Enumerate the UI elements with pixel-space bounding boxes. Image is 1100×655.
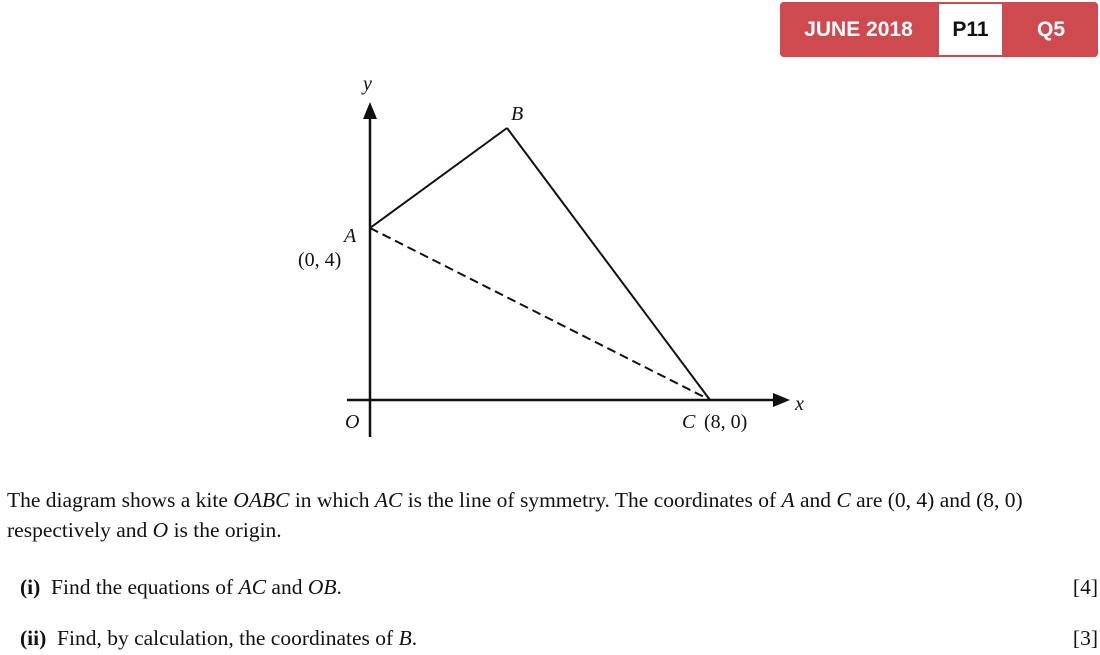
symmetry-line-ac — [370, 228, 710, 400]
stem-line-name: AC — [374, 488, 403, 512]
point-c-label: C — [682, 411, 696, 433]
question-stem — [7, 485, 1097, 545]
point-c-coordinates: (8, 0) — [704, 411, 748, 433]
part-text: Find, by calculation, the coordinates of — [57, 626, 399, 650]
part-text: and — [266, 575, 308, 599]
point-a-coordinates: (0, 4) — [298, 249, 342, 271]
question-part-text — [20, 626, 417, 651]
part-text: . — [411, 626, 418, 650]
kite-side-ab — [370, 128, 507, 228]
stem-text: are (0, 4) and (8, 0) respectively and — [7, 488, 1023, 542]
y-axis-arrow-icon — [363, 102, 377, 119]
stem-text: in which — [289, 488, 375, 512]
x-axis-label: x — [795, 393, 804, 415]
marks-label: [4] — [1072, 575, 1098, 599]
stem-kite-name: OABC — [233, 488, 290, 512]
part-point-b: B — [398, 626, 412, 650]
question-part-text — [20, 575, 342, 600]
stem-point-c: C — [836, 488, 851, 512]
stem-text: is the origin. — [168, 518, 282, 542]
session-label: JUNE 2018 — [780, 2, 937, 57]
stem-point-a: A — [781, 488, 795, 512]
x-axis-arrow-icon — [773, 393, 790, 407]
origin-label: O — [345, 411, 360, 433]
marks-label: [3] — [1072, 626, 1098, 650]
y-axis-label: y — [363, 73, 372, 95]
question-part-ii — [20, 626, 1098, 651]
part-number: (ii) — [20, 626, 47, 650]
part-text: Find the equations of — [51, 575, 239, 599]
point-a-label: A — [344, 225, 357, 247]
stem-text: is the line of symmetry. The coordinates of — [402, 488, 782, 512]
part-line-ac: AC — [238, 575, 267, 599]
kite-side-bc — [507, 128, 710, 400]
part-text: . — [336, 575, 342, 599]
stem-text: and — [794, 488, 837, 512]
point-b-label: B — [511, 103, 524, 125]
part-number: (i) — [20, 575, 41, 599]
paper-label: P11 — [937, 2, 1004, 57]
part-line-ob: OB — [307, 575, 337, 599]
question-number-label: Q5 — [1004, 2, 1098, 57]
stem-origin: O — [152, 518, 169, 542]
stem-text: The diagram shows a kite — [7, 488, 234, 512]
question-part-i — [20, 575, 1098, 600]
